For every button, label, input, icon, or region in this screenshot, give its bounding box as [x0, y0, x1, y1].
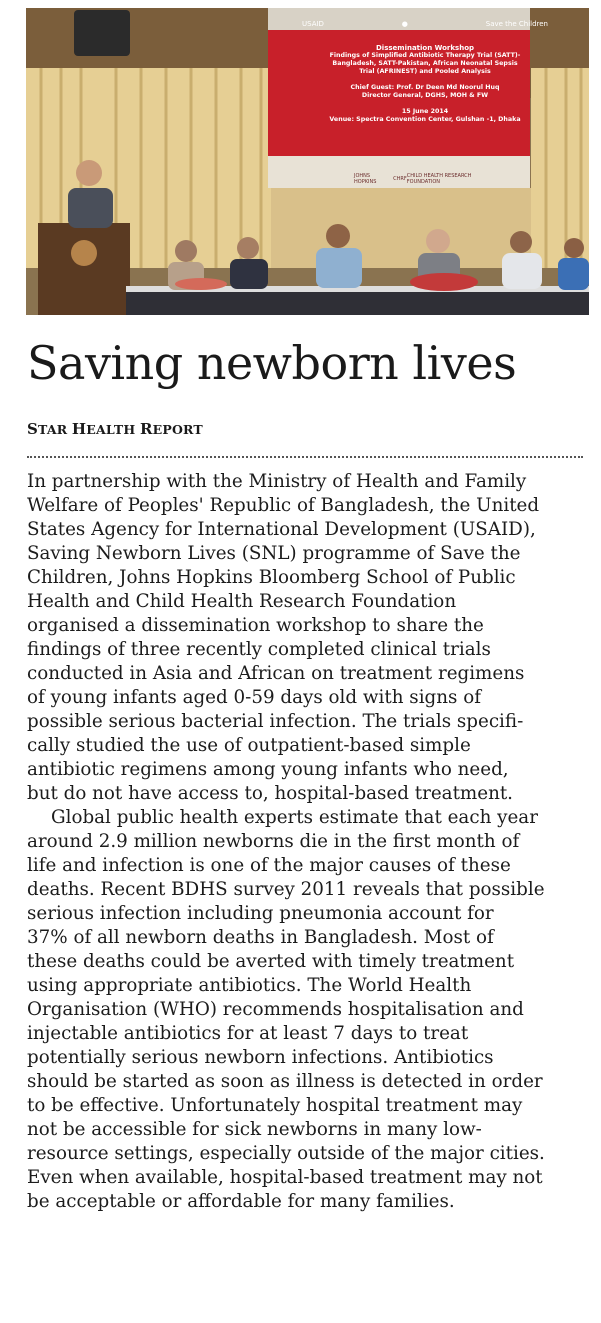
govt-emblem-icon: ● [401, 20, 408, 28]
article-line: Children, Johns Hopkins Bloomberg School of Public [27, 567, 516, 588]
article-line: Even when available, hospital-based treatment may not [27, 1167, 543, 1188]
article-body [27, 470, 587, 1214]
banner-line [306, 76, 544, 84]
article-line: Saving Newborn Lives (SNL) programme of Save the [27, 543, 521, 564]
article-photo [26, 8, 589, 315]
article-line: resource settings, especially outside of the major cities. [27, 1143, 545, 1164]
usaid-logo-text: USAID [302, 20, 324, 28]
article-line: cally studied the use of outpatient-based simple [27, 735, 471, 756]
banner-bottom-logos [354, 169, 504, 189]
article-line: to be effective. Unfortunately hospital treatment may [27, 1095, 523, 1116]
article-line: possible serious bacterial infection. The trials specifi- [27, 711, 524, 732]
save-the-children-logo-text: Save the Children [485, 20, 548, 28]
byline-part: R [139, 420, 153, 438]
article-line: of young infants aged 0-59 days old with signs of [27, 687, 481, 708]
banner-line: 15 June 2014 [401, 108, 449, 115]
article-line: using appropriate antibiotics. The World Health [27, 975, 472, 996]
article-line: States Agency for International Development (USAID), [27, 519, 536, 540]
byline-part: EPORT [152, 422, 203, 437]
article-line: life and infection is one of the major causes of these [27, 855, 511, 876]
article-line: findings of three recently completed clinical trials [27, 639, 491, 660]
byline [27, 420, 203, 438]
article-line: these deaths could be averted with timely treatment [27, 951, 515, 972]
banner-line: Chief Guest: Prof. Dr Deen Md Noorul Huq [350, 84, 500, 91]
banner-line: Director General, DGHS, MOH & FW [361, 92, 489, 99]
article-line: In partnership with the Ministry of Health and Family [27, 471, 527, 492]
workshop-banner [294, 14, 556, 194]
article-line: Organisation (WHO) recommends hospitalisation and [27, 999, 524, 1020]
byline-part: TAR [38, 422, 72, 437]
article-line: 37% of all newborn deaths in Bangladesh. Most of [27, 927, 494, 948]
article-line: Welfare of Peoples' Republic of Bangladesh, the United [27, 495, 540, 516]
article-line: around 2.9 million newborns die in the first month of [27, 831, 520, 852]
headline: Saving newborn lives [27, 336, 517, 390]
article-line: antibiotic regimens among young infants who need, [27, 759, 509, 780]
johns-hopkins-logo-text: JOHNS HOPKINS [354, 173, 377, 185]
banner-logo-row [294, 14, 556, 34]
banner-line: Dissemination Workshop [375, 44, 475, 52]
chrf-full-logo-text: CHILD HEALTH RESEARCH FOUNDATION [406, 173, 472, 185]
article-line: be acceptable or affordable for many families. [27, 1191, 455, 1212]
article-line: Global public health experts estimate that each year [51, 807, 538, 828]
banner-line: Findings of Simplified Antibiotic Therapy Trial (SATT)- [329, 52, 521, 59]
article-line: potentially serious newborn infections. Antibiotics [27, 1047, 494, 1068]
banner-line: Bangladesh, SATT-Pakistan, African Neonatal Sepsis [332, 60, 518, 67]
banner-line: Trial (AFRINEST) and Pooled Analysis [359, 68, 491, 75]
article-line: injectable antibiotics for at least 7 days to treat [27, 1023, 469, 1044]
byline-part: EALTH [86, 422, 140, 437]
dotted-divider [27, 456, 583, 458]
article-line: conducted in Asia and African on treatment regimens [27, 663, 525, 684]
article-line: organised a dissemination workshop to share the [27, 615, 484, 636]
article-line: should be started as soon as illness is detected in order [27, 1071, 543, 1092]
byline-part: S [27, 420, 39, 438]
article-line: not be accessible for sick newborns in many low- [27, 1119, 482, 1140]
article-line: deaths. Recent BDHS survey 2011 reveals that possible [27, 879, 545, 900]
byline-part: H [71, 420, 87, 438]
chrf-logo-text: CHRF [393, 176, 407, 182]
article-line: but do not have access to, hospital-based treatment. [27, 783, 513, 804]
article-line: serious infection including pneumonia account for [27, 903, 494, 924]
banner-line [306, 100, 544, 108]
article-line: Health and Child Health Research Foundation [27, 591, 457, 612]
banner-line: Venue: Spectra Convention Center, Gulshan -1, Dhaka [329, 116, 521, 123]
banner-text [306, 44, 544, 124]
